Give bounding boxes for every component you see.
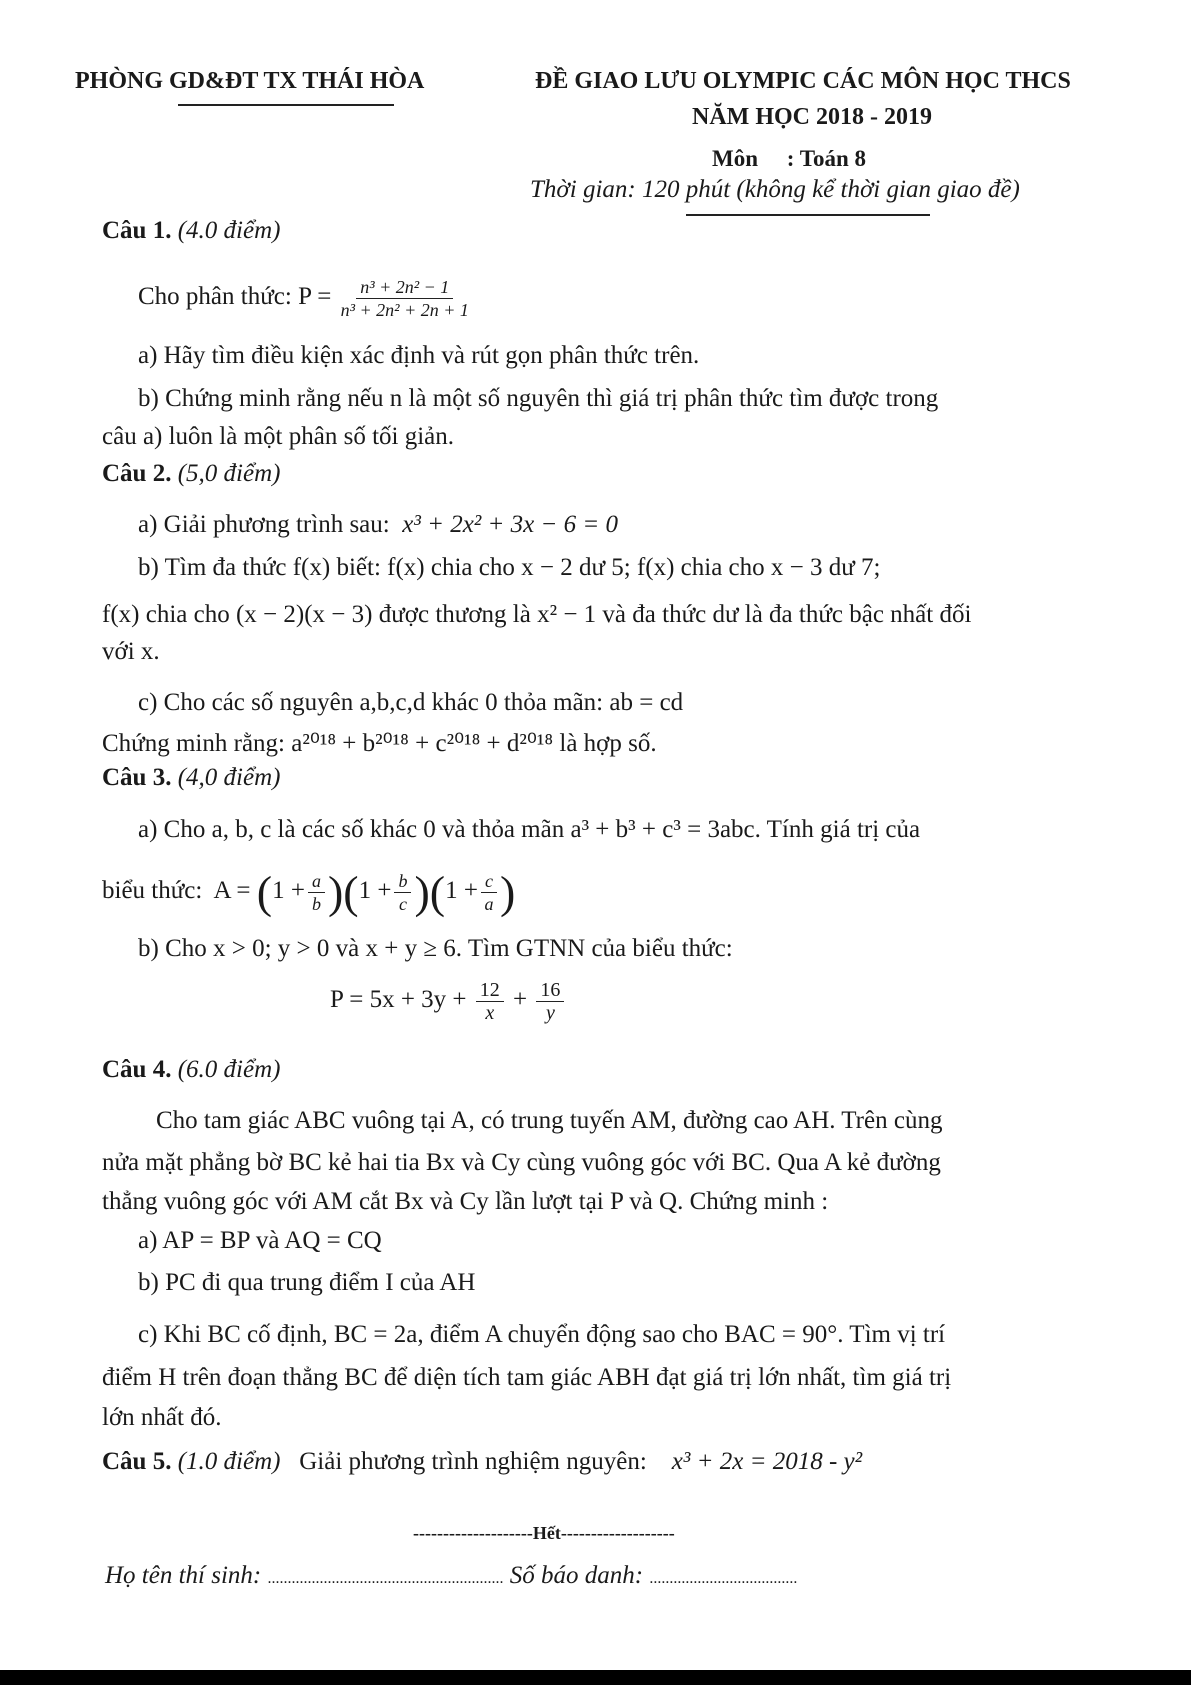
denominator: y: [545, 1001, 555, 1024]
numerator: b: [394, 870, 411, 893]
subject-line: [712, 144, 866, 174]
candidate-info: [105, 1561, 797, 1594]
question-1a: a) Hãy tìm điều kiện xác định và rút gọn phân thức trên.: [138, 342, 700, 369]
fraction: [394, 870, 411, 915]
question-4-line2: nửa mặt phẳng bờ BC kẻ hai tia Bx và Cy cùng vuông góc với BC. Qua A kẻ đường: [102, 1149, 941, 1176]
left-paren: (: [256, 866, 273, 918]
fraction: [481, 870, 497, 915]
right-paren: ): [327, 866, 344, 918]
left-paren: (: [343, 866, 359, 918]
denominator: c: [398, 893, 407, 914]
department-name: PHÒNG GD&ĐT TX THÁI HÒA: [75, 68, 425, 94]
question-2a: [138, 510, 618, 540]
question-points: (6.0 điểm): [177, 1056, 281, 1083]
expression: a²⁰¹⁸ + b²⁰¹⁸ + c²⁰¹⁸ + d²⁰¹⁸: [291, 730, 554, 757]
question-4c-line3: lớn nhất đó.: [102, 1404, 222, 1431]
formula-intro: Cho phân thức:: [138, 283, 292, 310]
department-underline: [178, 104, 394, 106]
question-title: Câu 3.: [102, 764, 172, 791]
question-4c-line1: c) Khi BC cố định, BC = 2a, điểm A chuyển động sao cho BAC = 90°. Tìm vị trí: [138, 1321, 946, 1348]
question-4-line1: Cho tam giác ABC vuông tại A, có trung tuyến AM, đường cao AH. Trên cùng: [156, 1107, 943, 1134]
subject-label: Môn: [712, 146, 758, 171]
question-1b-line2: câu a) luôn là một phân số tối giản.: [102, 423, 455, 450]
question-2b-line1: b) Tìm đa thức f(x) biết: f(x) chia cho x − 2 dư 5; f(x) chia cho x − 3 dư 7;: [138, 554, 881, 581]
question-4c-line2: điểm H trên đoạn thẳng BC để diện tích tam giác ABH đạt giá trị lớn nhất, tìm giá trị: [102, 1364, 952, 1391]
denominator: n³ + 2n² + 2n + 1: [340, 299, 469, 320]
question-4-heading: [102, 1055, 280, 1085]
question-3a-expression: [102, 866, 515, 916]
exam-title: ĐỀ GIAO LƯU OLYMPIC CÁC MÔN HỌC THCS: [535, 68, 1071, 94]
question-5: [102, 1447, 862, 1477]
term: 1 +: [358, 877, 392, 904]
question-text: a) Giải phương trình sau:: [138, 511, 390, 538]
exam-time: Thời gian: 120 phút (không kể thời gian giao đề): [530, 176, 1020, 203]
numerator: 12: [476, 979, 504, 1002]
question-points: (4.0 điểm): [177, 217, 281, 244]
question-1-formula: [138, 272, 472, 322]
expression-lhs: A =: [213, 877, 251, 904]
candidate-name-field: ...........................................................: [267, 1570, 504, 1587]
candidate-name-label: Họ tên thí sinh:: [105, 1562, 262, 1589]
question-4b: b) PC đi qua trung điểm I của AH: [138, 1269, 476, 1296]
question-text: là hợp số.: [559, 730, 657, 757]
numerator: a: [308, 870, 325, 893]
question-3b-line1: b) Cho x > 0; y > 0 và x + y ≥ 6. Tìm GTNN của biểu thức:: [138, 935, 733, 962]
term: 1 +: [272, 877, 305, 904]
question-4a: a) AP = BP và AQ = CQ: [138, 1227, 382, 1254]
fraction: [536, 979, 564, 1024]
time-underline: [686, 214, 930, 216]
question-2-heading: [102, 459, 280, 489]
question-1-heading: [102, 216, 280, 246]
expression-lhs: P = 5x + 3y +: [330, 986, 467, 1013]
question-3b-expression: [330, 975, 567, 1025]
scan-bottom-border: [0, 1670, 1191, 1685]
plus-sign: +: [513, 986, 528, 1013]
numerator: 16: [536, 979, 564, 1002]
numerator: c: [481, 870, 497, 893]
denominator: a: [484, 893, 494, 914]
equation: x³ + 2x = 2018 - y²: [671, 1448, 863, 1475]
question-title: Câu 2.: [102, 460, 172, 487]
question-2c-line1: c) Cho các số nguyên a,b,c,d khác 0 thỏa mãn: ab = cd: [138, 689, 684, 716]
denominator: x: [485, 1001, 495, 1024]
question-points: (4,0 điểm): [177, 764, 281, 791]
question-3-heading: [102, 763, 280, 793]
question-2b-line3: với x.: [102, 638, 160, 665]
question-2b-line2: f(x) chia cho (x − 2)(x − 3) được thương là x² − 1 và đa thức dư là đa thức bậc nhất đối: [102, 601, 972, 628]
denominator: b: [311, 893, 321, 914]
fraction: [308, 870, 325, 915]
fraction: [476, 979, 504, 1024]
question-points: (1.0 điểm): [177, 1448, 281, 1475]
numerator: n³ + 2n² − 1: [356, 276, 453, 299]
formula-lhs: P =: [298, 283, 332, 310]
question-title: Câu 4.: [102, 1056, 172, 1083]
question-2c-line2: [102, 729, 657, 759]
question-text: biểu thức:: [102, 877, 203, 904]
question-title: Câu 1.: [102, 217, 172, 244]
question-3a-line1: a) Cho a, b, c là các số khác 0 và thỏa mãn a³ + b³ + c³ = 3abc. Tính giá trị của: [138, 816, 921, 843]
question-1b-line1: b) Chứng minh rằng nếu n là một số nguyên thì giá trị phân thức tìm được trong: [138, 385, 939, 412]
candidate-id-field: .....................................: [649, 1570, 798, 1587]
term: 1 +: [445, 877, 478, 904]
question-text: Giải phương trình nghiệm nguyên:: [299, 1448, 647, 1475]
question-points: (5,0 điểm): [177, 460, 281, 487]
equation: x³ + 2x² + 3x − 6 = 0: [402, 511, 618, 538]
question-4-line3: thẳng vuông góc với AM cắt Bx và Cy lần lượt tại P và Q. Chứng minh :: [102, 1188, 829, 1215]
question-text: Chứng minh rằng:: [102, 730, 285, 757]
school-year: NĂM HỌC 2018 - 2019: [692, 104, 932, 130]
left-paren: (: [429, 866, 446, 918]
right-paren: ): [499, 866, 516, 918]
candidate-id-label: Số báo danh:: [509, 1562, 644, 1589]
subject-value: : Toán 8: [786, 146, 867, 171]
fraction: [341, 276, 469, 321]
question-title: Câu 5.: [102, 1448, 172, 1475]
end-marker: --------------------Hết-------------------: [413, 1523, 675, 1543]
right-paren: ): [414, 866, 430, 918]
